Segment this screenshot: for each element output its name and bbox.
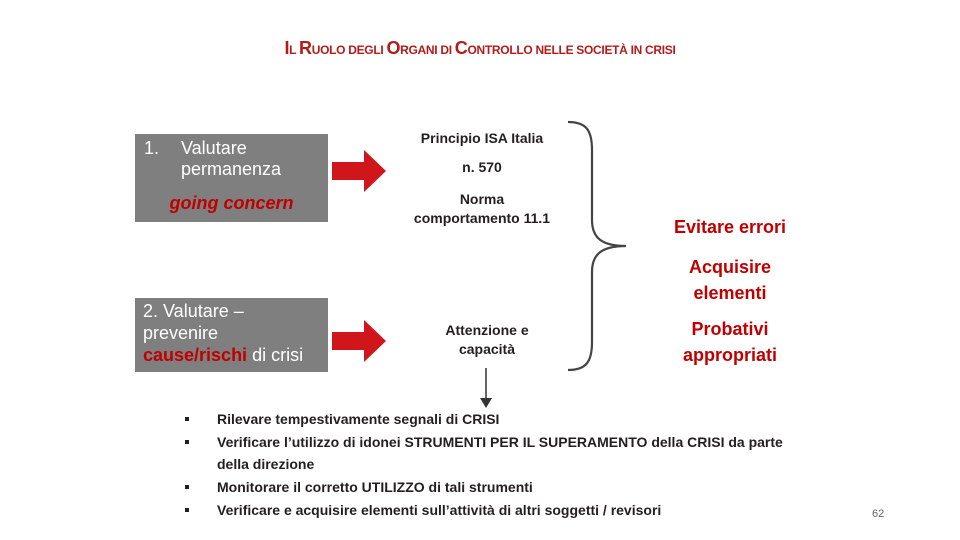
list-item-text: Rilevare tempestivamente segnali di CRISI xyxy=(217,411,500,427)
box2-highlight: cause/rischi xyxy=(143,345,248,365)
list-item xyxy=(180,431,800,475)
bullet-icon xyxy=(185,485,189,489)
title-part: ONTROLLO NELLE SOCIETÀ IN CRISI xyxy=(467,43,676,57)
box-going-concern xyxy=(135,134,328,222)
goal-acquire-line2: elementi xyxy=(693,283,767,303)
list-item-text: Verificare e acquisire elementi sull’attività di altri soggetti / revisori xyxy=(217,502,662,518)
slide-title xyxy=(0,38,960,59)
list-item xyxy=(180,408,800,430)
list-item xyxy=(180,499,800,521)
box-crisis-risks xyxy=(135,298,328,372)
title-part: C xyxy=(454,38,468,58)
box1-line2: permanenza xyxy=(181,159,282,179)
goal-acquire-line1: Acquisire xyxy=(688,257,772,277)
page-number: 62 xyxy=(872,508,885,520)
curly-brace-icon xyxy=(566,120,632,372)
list-item xyxy=(180,476,800,498)
list-item-text: Verificare l’utilizzo di idonei STRUMENTI PER IL SUPERAMENTO della CRISI da parte della direzione xyxy=(217,434,783,472)
box1-number: 1. xyxy=(144,138,160,158)
title-part: R xyxy=(299,38,312,58)
goal-avoid-errors: Evitare errori xyxy=(673,217,787,237)
goal-probative-line1: Probativi xyxy=(691,319,769,339)
bullet-icon xyxy=(185,440,189,444)
bullet-icon xyxy=(185,417,189,421)
right-arrow-icon xyxy=(332,150,388,192)
action-list xyxy=(180,408,800,522)
down-arrow-icon xyxy=(478,368,494,408)
goal-probative-line2: appropriati xyxy=(682,345,777,365)
norm-reference: comportamento 11.1 xyxy=(413,210,551,226)
title-part: I xyxy=(284,38,290,58)
box1-highlight: going concern xyxy=(169,193,294,213)
norm-label: Norma xyxy=(459,191,505,207)
list-item-text: Monitorare il corretto UTILIZZO di tali strumenti xyxy=(217,479,533,495)
title-part: L xyxy=(289,43,300,57)
box2-line2: prevenire xyxy=(143,323,219,343)
attention-label: Attenzione e xyxy=(445,322,529,338)
box2-tail: di crisi xyxy=(247,345,304,365)
box1-line1: Valutare xyxy=(181,138,247,158)
right-arrow-icon xyxy=(332,320,388,362)
bullet-icon xyxy=(185,508,189,512)
capacity-label: capacità xyxy=(458,341,516,357)
title-part: O xyxy=(386,38,401,58)
principle-title: Principio ISA Italia xyxy=(420,130,544,146)
box2-line1: 2. Valutare – xyxy=(143,301,244,321)
title-part: UOLO DEGLI xyxy=(311,43,387,57)
box2-line3 xyxy=(143,344,303,366)
principle-number: n. 570 xyxy=(462,159,502,175)
title-part: RGANI DI xyxy=(400,43,455,57)
